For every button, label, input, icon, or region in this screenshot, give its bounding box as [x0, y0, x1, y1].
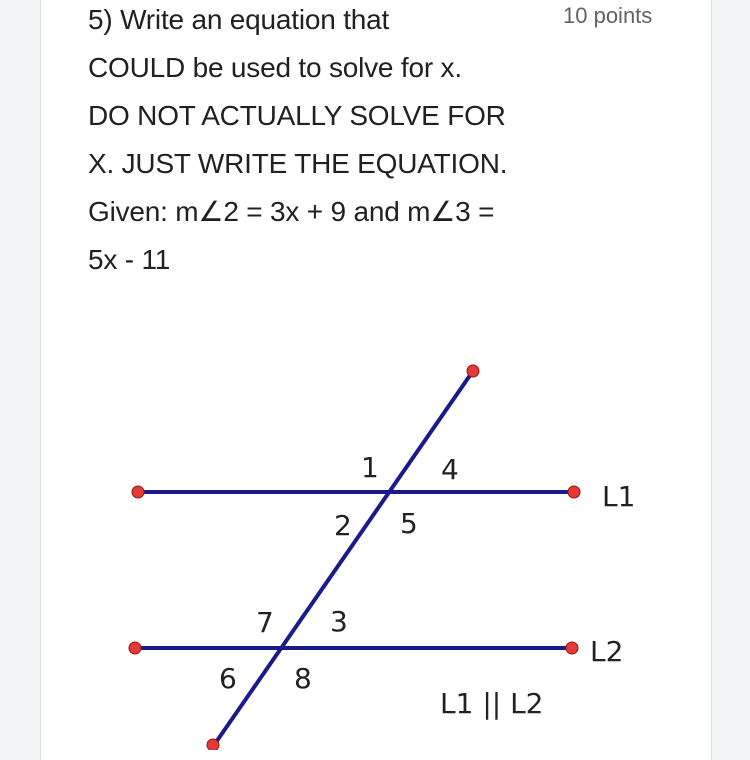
endpoint-l1-left	[132, 486, 144, 498]
angle-label-1: 1	[361, 451, 379, 484]
angle-label-4: 4	[441, 453, 459, 486]
endpoint-l1-right	[568, 486, 580, 498]
angle-label-8: 8	[294, 662, 312, 695]
question-line: Given: m∠2 = 3x + 9 and m∠3 =	[88, 196, 495, 227]
endpoint-l2-left	[129, 642, 141, 654]
question-line: DO NOT ACTUALLY SOLVE FOR	[88, 100, 506, 131]
endpoint-l2-right	[566, 642, 578, 654]
question-line: 5x - 11	[88, 244, 171, 275]
endpoint-transversal-bottom	[207, 739, 219, 750]
angle-label-7: 7	[256, 606, 274, 639]
angle-label-3: 3	[330, 605, 348, 638]
angle-label-2: 2	[334, 509, 352, 542]
transversal-line	[212, 371, 473, 748]
question-line: 5) Write an equation that	[88, 4, 390, 35]
question-line: COULD be used to solve for x.	[88, 52, 462, 83]
points-label: 10 points	[563, 3, 653, 28]
question-line: X. JUST WRITE THE EQUATION.	[88, 148, 508, 179]
line-label-l1: L1	[602, 480, 636, 513]
endpoint-transversal-top	[467, 365, 479, 377]
line-label-l2: L2	[590, 635, 624, 668]
angle-label-5: 5	[400, 507, 418, 540]
parallel-note: L1 || L2	[440, 687, 544, 720]
angle-label-6: 6	[219, 662, 237, 695]
